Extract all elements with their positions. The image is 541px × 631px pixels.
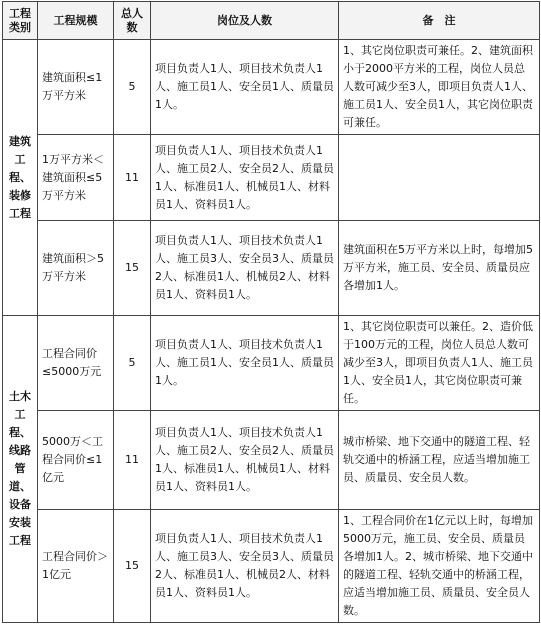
header-category [3, 2, 38, 40]
header-scale: 工程规模 [38, 2, 114, 40]
scale-cell: 工程合同价≤5000万元 [38, 316, 114, 411]
scale-cell: 建筑面积＞5万平方米 [38, 221, 114, 316]
header-total [114, 2, 151, 40]
header-total-line1: 总人 [121, 6, 143, 20]
remarks-cell: 城市桥梁、地下交通中的隧道工程、轻轨交通中的桥涵工程，应适当增加施工员、质量员、安全员人数。 [339, 411, 540, 510]
header-category-line2: 类别 [9, 20, 31, 34]
header-remarks: 备 注 [339, 2, 540, 40]
remarks-cell [339, 135, 540, 221]
table-row [3, 316, 540, 411]
scale-cell: 1万平方米＜建筑面积≤5万平方米 [38, 135, 114, 221]
remarks-cell: 1、工程合同价在1亿元以上时，每增加5000万元，施工员、安全员、质量员各增加1人。2、城市桥梁、地下交通中的隧道工程、轻轨交通中的桥涵工程，应适当增加施工员、质量员、安全员人数。 [339, 510, 540, 623]
table-row [3, 221, 540, 316]
positions-cell: 项目负责人1人、项目技术负责人1人、施工员1人、安全员1人、质量员1人。 [151, 316, 339, 411]
total-cell: 15 [114, 510, 151, 623]
scale-cell: 工程合同价＞1亿元 [38, 510, 114, 623]
category-cell-building: 建筑工程、装修工程 [3, 40, 38, 316]
positions-cell: 项目负责人1人、项目技术负责人1人、施工员2人、安全员2人、质量员1人、标准员1人、机械员1人、材料员1人、资料员1人。 [151, 135, 339, 221]
total-cell: 11 [114, 135, 151, 221]
total-cell: 5 [114, 40, 151, 135]
positions-cell: 项目负责人1人、项目技术负责人1人、施工员2人、安全员2人、质量员1人、标准员1人、机械员1人、材料员1人、资料员1人。 [151, 411, 339, 510]
remarks-cell: 建筑面积在5万平方米以上时，每增加5万平方米，施工员、安全员、质量员应各增加1人。 [339, 221, 540, 316]
table-row [3, 135, 540, 221]
table-row [3, 510, 540, 623]
total-cell: 5 [114, 316, 151, 411]
positions-cell: 项目负责人1人、项目技术负责人1人、施工员1人、安全员1人、质量员1人。 [151, 40, 339, 135]
staffing-table [2, 1, 540, 623]
header-total-line2: 数 [126, 20, 138, 34]
category-cell-civil: 土木工程、线路管道、设备安装工程 [3, 316, 38, 623]
positions-cell: 项目负责人1人、项目技术负责人1人、施工员3人、安全员3人、质量员2人、标准员1人、机械员2人、材料员1人、资料员1人。 [151, 510, 339, 623]
table-row [3, 40, 540, 135]
header-row [3, 2, 540, 40]
positions-cell: 项目负责人1人、项目技术负责人1人、施工员3人、安全员3人、质量员2人、标准员1人、机械员2人、材料员1人、资料员1人。 [151, 221, 339, 316]
remarks-cell: 1、其它岗位职责可兼任。2、建筑面积小于2000平方米的工程，岗位人员总人数可减少至3人，即项目负责人1人、施工员1人、安全员1人，其它岗位职责可兼任。 [339, 40, 540, 135]
scale-cell: 建筑面积≤1万平方米 [38, 40, 114, 135]
table-row [3, 411, 540, 510]
total-cell: 15 [114, 221, 151, 316]
header-positions: 岗位及人数 [151, 2, 339, 40]
scale-cell: 5000万＜工程合同价≤1亿元 [38, 411, 114, 510]
total-cell: 11 [114, 411, 151, 510]
header-category-line1: 工程 [9, 6, 31, 20]
remarks-cell: 1、其它岗位职责可以兼任。2、造价低于100万元的工程，岗位人员总人数可减少至3人，即项目负责人1人、施工员1人、安全员1人，其它岗位职责可兼任。 [339, 316, 540, 411]
